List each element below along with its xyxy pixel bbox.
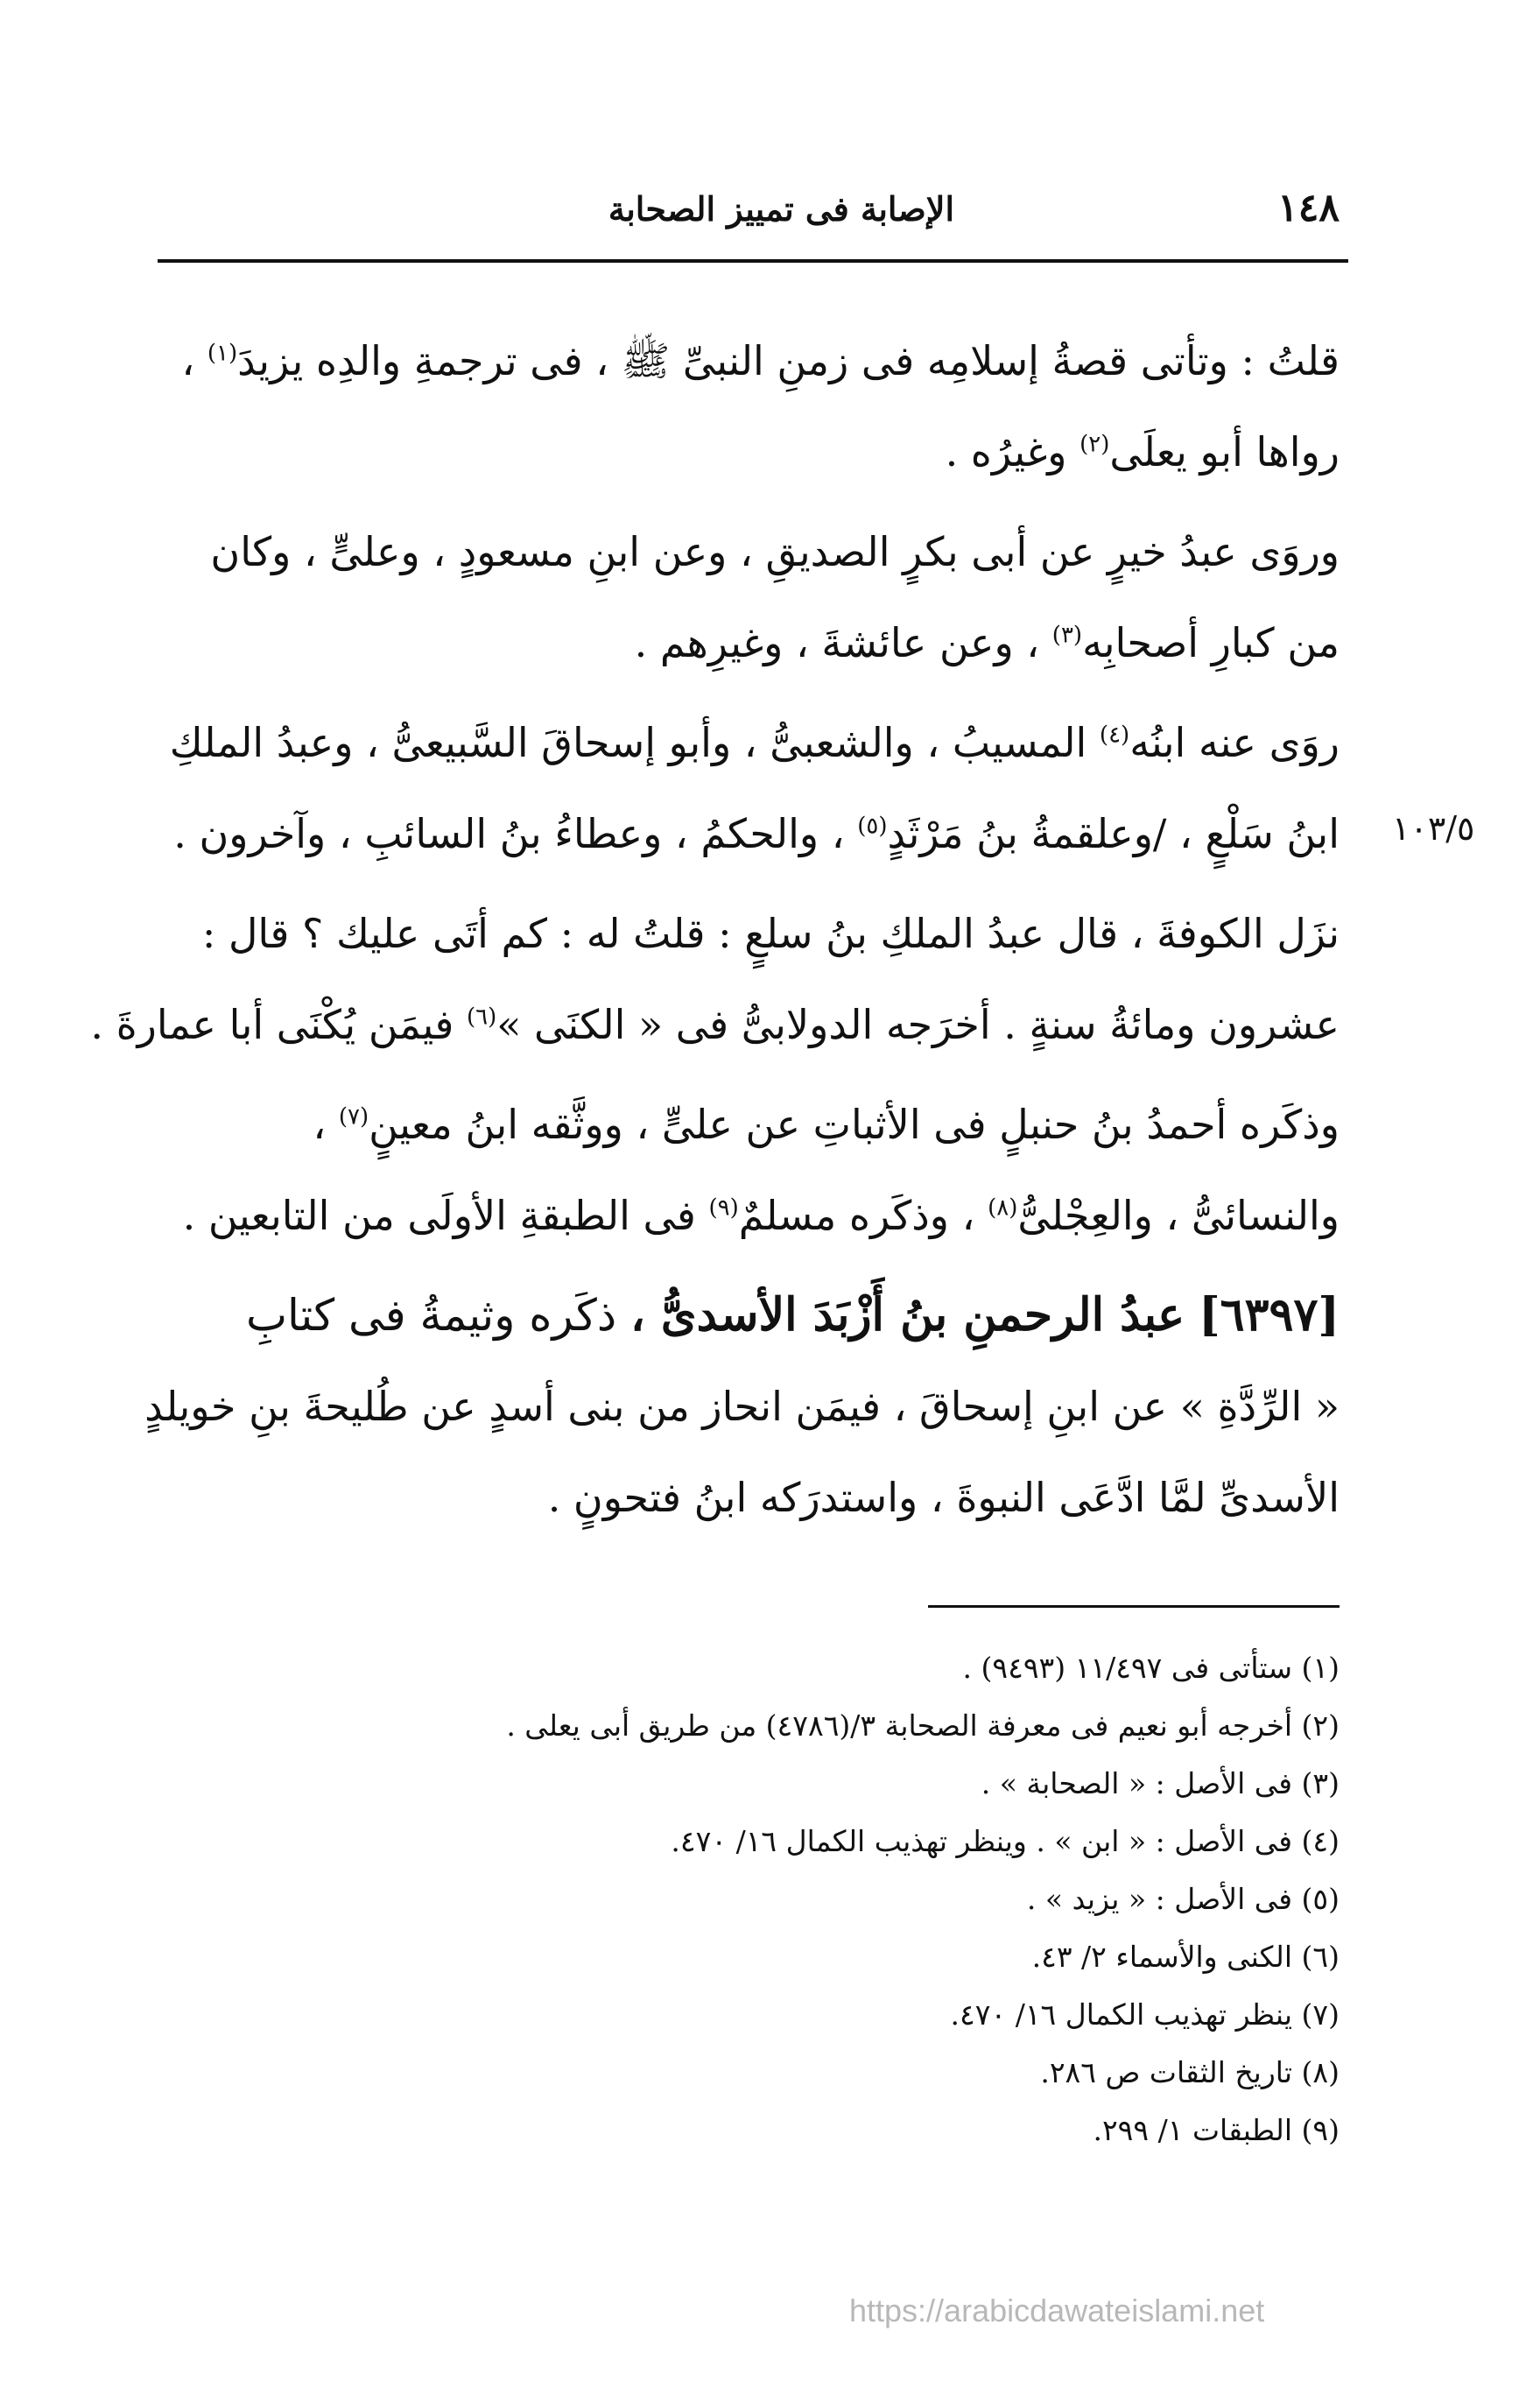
header-rule [158, 259, 1348, 263]
text-segment: ، وذكَره مسلمٌ [738, 1192, 975, 1239]
text-segment: عشرون ومائةُ سنةٍ . أخرَجه الدولابىُّ فى « الكنَى » [496, 1001, 1340, 1048]
page-number: ١٤٨ [1277, 186, 1340, 230]
paragraph-5 [158, 1079, 1340, 1261]
footnote-marker[interactable]: (٧) [338, 1103, 369, 1131]
text-line: وروَى عبدُ خيرٍ عن أبى بكرٍ الصديقِ ، وعن ابنِ مسعودٍ ، وعلىٍّ ، وكان [210, 528, 1340, 575]
footnote-divider [928, 1605, 1340, 1608]
footnote-marker[interactable]: (٤) [1099, 722, 1130, 749]
running-title: الإصابة فى تمييز الصحابة [608, 189, 954, 229]
footnote-item: (٤) فى الأصل : « ابن » . وينظر تهذيب الكمال ١٦/ ٤٧٠. [671, 1824, 1340, 1858]
paragraph-3 [158, 697, 1340, 879]
text-segment: والنسائىُّ ، والعِجْلىُّ [1017, 1192, 1340, 1239]
text-line [158, 788, 1340, 879]
entry-heading-line [158, 1270, 1340, 1361]
footnote-item: (٧) ينظر تهذيب الكمال ١٦/ ٤٧٠. [950, 1997, 1340, 2032]
text-segment: فى الطبقةِ الأولَى من التابعين . [182, 1192, 696, 1239]
text-line [158, 697, 1340, 788]
footnote-item: (٣) فى الأصل : « الصحابة » . [981, 1766, 1340, 1800]
paragraph-2 [158, 506, 1340, 688]
text-line: « الرِّدَّةِ » عن ابنِ إسحاقَ ، فيمَن انحاز من بنى أسدٍ عن طُليحةَ بنِ خويلدٍ [144, 1383, 1340, 1430]
footnote-marker[interactable]: (٢) [1079, 431, 1110, 458]
text-segment: ابنُ سَلْعٍ ، /وعلقمةُ بنُ مَرْثَدٍ [887, 810, 1340, 857]
footnote-item: (٥) فى الأصل : « يزيد » . [1026, 1882, 1340, 1916]
footnote-item: (٦) الكنى والأسماء ٢/ ٤٣. [1031, 1940, 1340, 1974]
text-segment: رواها أبو يعلَى [1109, 428, 1340, 475]
source-watermark: https://arabicdawateislami.net [849, 2293, 1265, 2328]
footnote-marker[interactable]: (٥) [857, 813, 888, 840]
text-segment: قلتُ : وتأتى قصةُ إسلامِه فى زمنِ النبىِّ ﷺ ، فى ترجمةِ والدِه يزيدَ [237, 337, 1340, 384]
footnote-item: (٨) تاريخ الثقات ص ٢٨٦. [1040, 2055, 1340, 2089]
text-segment: ، وعن عائشةَ ، وغيرِهم . [634, 619, 1040, 666]
footnote-item: (٩) الطبقات ١/ ٢٩٩. [1093, 2113, 1340, 2147]
footnote-item: (١) ستأتى فى ١١/٤٩٧ (٩٤٩٣) . [962, 1651, 1340, 1685]
margin-volume-reference: ١٠٣/٥ [1392, 809, 1475, 848]
paragraph-1 [158, 315, 1340, 497]
footnote-marker[interactable]: (٣) [1051, 622, 1083, 649]
entry-number: [٦٣٩٧] [1199, 1288, 1340, 1342]
text-segment: وذكَره أحمدُ بنُ حنبلٍ فى الأثباتِ عن علىٍّ ، ووثَّقه ابنُ معينٍ [369, 1101, 1340, 1148]
text-segment: من كبارِ أصحابِه [1082, 619, 1340, 666]
text-segment: المسيبُ ، والشعبىُّ ، وأبو إسحاقَ السَّبيعىُّ ، وعبدُ الملكِ [169, 719, 1087, 766]
text-segment: ، [313, 1101, 327, 1148]
page-header [158, 186, 1340, 247]
text-line [90, 979, 1340, 1070]
footnote-marker[interactable]: (٨) [988, 1194, 1018, 1222]
text-segment: ذكَره وثيمةُ فى كتابِ [245, 1290, 617, 1341]
text-line [158, 1170, 1340, 1261]
footnote-marker[interactable]: (٦) [466, 1004, 497, 1031]
entry-name: عبدُ الرحمنِ بنُ أَزْبَدَ الأسدىُّ ، [630, 1288, 1185, 1342]
text-line [158, 406, 1340, 497]
footnote-marker[interactable]: (١) [207, 340, 238, 367]
text-line [158, 1079, 1340, 1170]
text-line: الأسدىِّ لمَّا ادَّعَى النبوةَ ، واستدرَكه ابنُ فتحونٍ . [547, 1474, 1340, 1521]
text-segment: ، والحكمُ ، وعطاءُ بنُ السائبِ ، وآخرون . [173, 810, 845, 857]
text-line [158, 597, 1340, 688]
text-segment: فيمَن يُكْنَى أبا عمارةَ . [90, 1001, 454, 1048]
text-segment: ، [181, 337, 195, 384]
paragraph-6 [144, 1270, 1340, 1543]
body-text [90, 315, 1340, 1552]
footnote-item: (٢) أخرجه أبو نعيم فى معرفة الصحابة ٣/(٤٧٨٦) من طريق أبى يعلى . [506, 1708, 1340, 1743]
text-line: نزَل الكوفةَ ، قال عبدُ الملكِ بنُ سلعٍ : قلتُ له : كم أتَى عليك ؟ قال : [201, 910, 1340, 957]
text-segment: وغيرُه . [945, 428, 1067, 475]
footnote-marker[interactable]: (٩) [708, 1194, 739, 1222]
paragraph-4 [90, 888, 1340, 1070]
text-segment: روَى عنه ابنُه [1129, 719, 1340, 766]
footnotes [158, 1639, 1340, 2159]
text-line [158, 315, 1340, 406]
